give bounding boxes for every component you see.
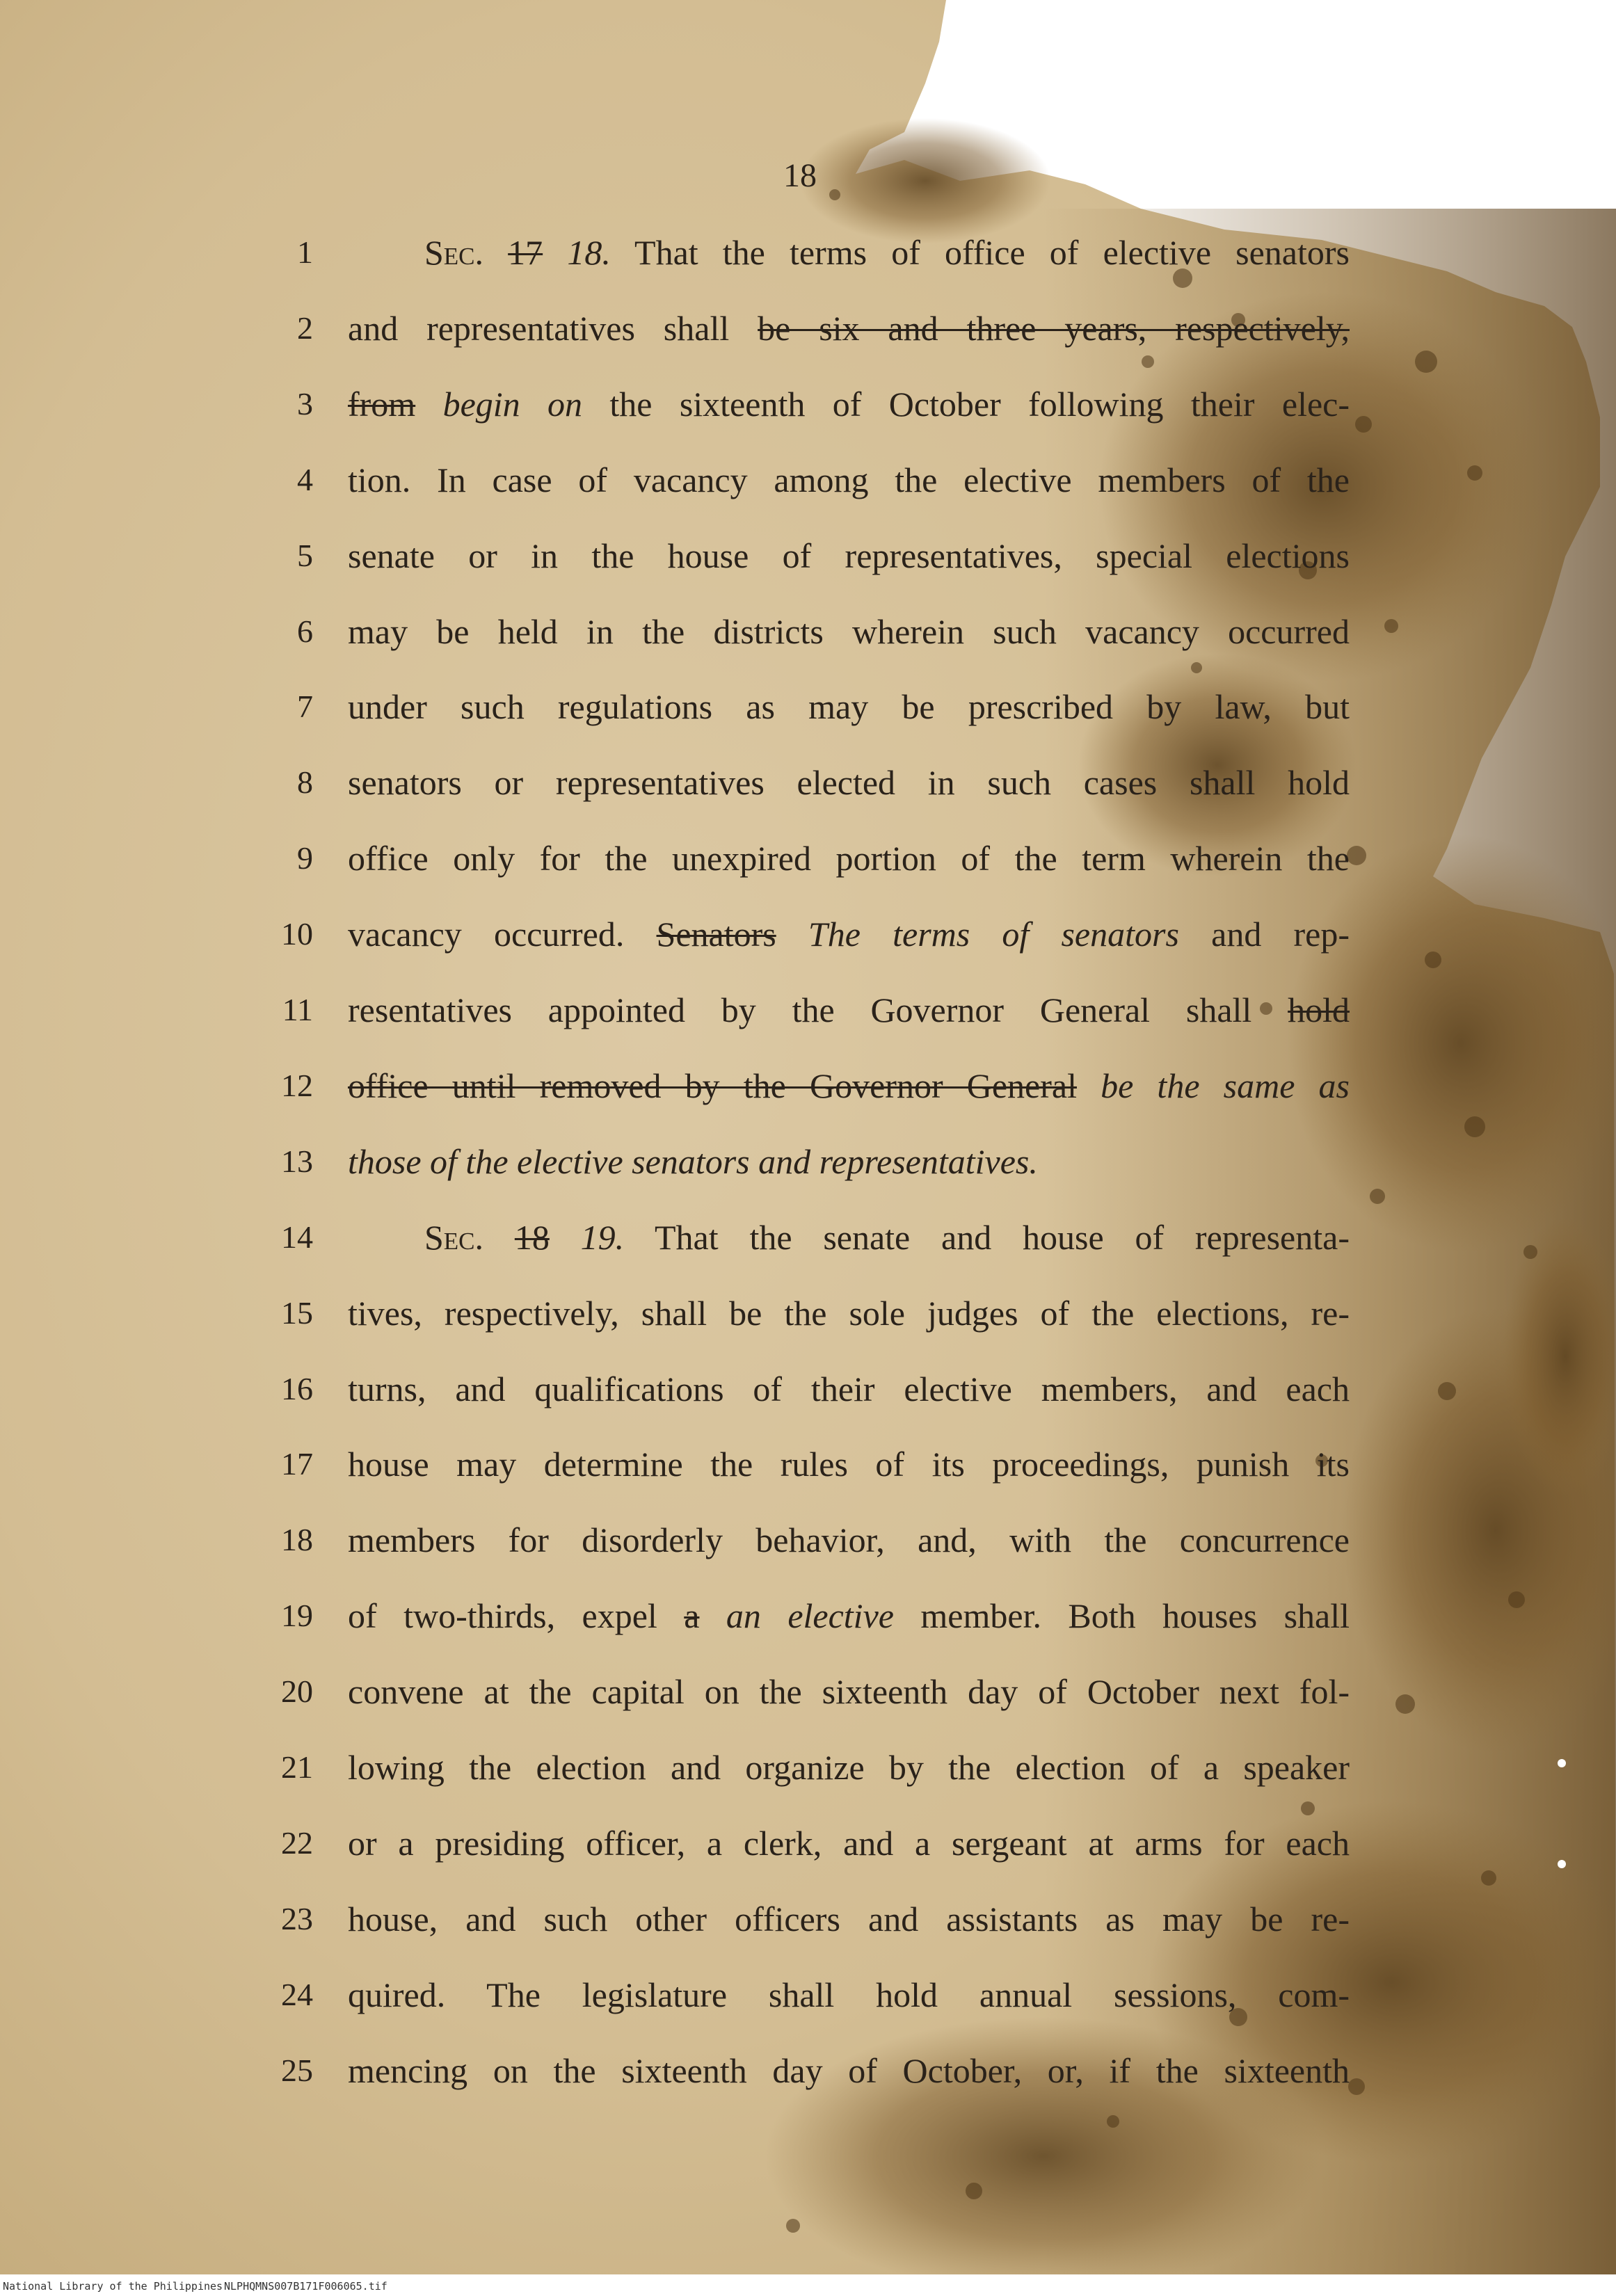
text-segment: Sec. xyxy=(424,1217,515,1257)
line-text xyxy=(348,675,1350,738)
line-text xyxy=(424,221,1350,284)
line-text xyxy=(348,1130,1350,1193)
line-number: 21 xyxy=(281,1749,313,1785)
line-text xyxy=(348,827,1350,890)
text-segment: house may determine the rules of its proceedings, punish its xyxy=(348,1445,1350,1484)
text-segment: and representatives shall xyxy=(348,308,758,348)
struck-text: from xyxy=(348,384,416,424)
document-line xyxy=(0,1584,1616,1647)
line-text xyxy=(348,2039,1350,2102)
text-segment: house, and such other officers and assistants as may be re- xyxy=(348,1899,1350,1938)
document-line xyxy=(0,979,1616,1041)
document-line xyxy=(0,2039,1616,2102)
line-number: 25 xyxy=(281,2052,313,2088)
text-segment: under such regulations as may be prescribed by law, but xyxy=(348,687,1350,727)
document-line xyxy=(0,1433,1616,1495)
text-segment: That the terms of office of elective senators xyxy=(610,233,1350,272)
text-segment: convene at the capital on the sixteenth day of October next fol- xyxy=(348,1672,1350,1712)
text-segment: tion. In case of vacancy among the elective members of the xyxy=(348,460,1350,499)
text-segment xyxy=(550,1218,581,1257)
document-line xyxy=(0,675,1616,738)
line-number: 14 xyxy=(281,1219,313,1255)
text-segment xyxy=(543,233,567,272)
line-number: 13 xyxy=(281,1143,313,1179)
text-segment: member. Both houses shall xyxy=(893,1596,1350,1636)
library-credit: National Library of the Philippines xyxy=(3,2280,223,2293)
struck-text: a xyxy=(684,1596,700,1636)
text-segment: Sec. xyxy=(424,233,509,272)
document-line xyxy=(0,1812,1616,1874)
text-segment xyxy=(415,385,442,424)
struck-text: be six and three years, respectively, xyxy=(758,308,1350,348)
line-number: 15 xyxy=(281,1294,313,1331)
struck-text: office until removed by the Governor General xyxy=(348,1066,1077,1105)
line-text xyxy=(348,524,1350,587)
line-text xyxy=(348,600,1350,663)
line-number: 16 xyxy=(281,1370,313,1406)
document-line xyxy=(0,1888,1616,1950)
line-text xyxy=(348,1812,1350,1874)
document-line xyxy=(0,1054,1616,1117)
document-line xyxy=(0,1206,1616,1269)
text-segment: tives, respectively, shall be the sole judges of the elections, re- xyxy=(348,1293,1350,1333)
line-number: 3 xyxy=(297,385,313,422)
line-text xyxy=(348,449,1350,511)
text-segment: senators or representatives elected in such cases shall hold xyxy=(348,763,1350,803)
line-text xyxy=(348,1509,1350,1571)
document-line xyxy=(0,524,1616,587)
page-number: 18 xyxy=(783,157,817,194)
text-segment: vacancy occurred. xyxy=(348,915,657,954)
line-text xyxy=(348,373,1350,435)
line-number: 12 xyxy=(281,1067,313,1103)
text-segment: and rep- xyxy=(1178,915,1350,954)
line-text xyxy=(348,1433,1350,1495)
line-number: 22 xyxy=(281,1824,313,1861)
line-text xyxy=(348,297,1350,360)
line-text xyxy=(348,1736,1350,1799)
line-number: 20 xyxy=(281,1673,313,1710)
document-line xyxy=(0,1736,1616,1799)
line-number: 7 xyxy=(297,689,313,725)
text-segment: may be held in the districts wherein such vacancy occurred xyxy=(348,611,1350,651)
line-text xyxy=(348,979,1350,1041)
text-segment: lowing the election and organize by the election of a speaker xyxy=(348,1748,1350,1787)
line-text xyxy=(348,1584,1350,1647)
inserted-text: 18. xyxy=(567,233,611,272)
document-line xyxy=(0,1509,1616,1571)
line-number: 8 xyxy=(297,764,313,801)
struck-text: 17 xyxy=(508,233,543,272)
text-segment: turns, and qualifications of their elective members, and each xyxy=(348,1369,1350,1408)
line-number: 17 xyxy=(281,1446,313,1482)
line-text xyxy=(348,1282,1350,1344)
line-text xyxy=(348,1054,1350,1117)
line-text xyxy=(348,751,1350,814)
document-line xyxy=(0,751,1616,814)
line-number: 4 xyxy=(297,461,313,497)
line-number: 23 xyxy=(281,1900,313,1936)
inserted-text: those of the elective senators and representatives. xyxy=(348,1141,1038,1181)
text-segment: senate or in the house of representatives, special elections xyxy=(348,536,1350,575)
text-segment xyxy=(699,1596,726,1635)
struck-text: 18 xyxy=(514,1217,550,1257)
text-segment: That the senate and house of representa- xyxy=(624,1217,1350,1257)
line-number: 24 xyxy=(281,1976,313,2012)
text-segment: the sixteenth of October following their elec- xyxy=(582,384,1350,424)
line-number: 18 xyxy=(281,1522,313,1558)
line-text xyxy=(424,1206,1350,1269)
line-number: 10 xyxy=(281,916,313,952)
inserted-text: The terms of senators xyxy=(808,915,1179,954)
text-segment xyxy=(776,915,808,954)
line-number: 9 xyxy=(297,840,313,876)
document-line xyxy=(0,1964,1616,2026)
line-number: 19 xyxy=(281,1598,313,1634)
line-number: 11 xyxy=(282,992,313,1027)
text-segment: mencing on the sixteenth day of October, or, if the sixteenth xyxy=(348,2050,1350,2090)
line-text xyxy=(348,1888,1350,1950)
document-line xyxy=(0,600,1616,663)
struck-text: hold xyxy=(1288,990,1350,1029)
line-number: 2 xyxy=(297,310,313,346)
inserted-text: 19. xyxy=(580,1217,625,1257)
line-number: 5 xyxy=(297,537,313,573)
document-line xyxy=(0,827,1616,890)
text-segment: of two-thirds, expel xyxy=(348,1596,685,1636)
scan-footer xyxy=(0,2279,1616,2296)
line-text xyxy=(348,1358,1350,1420)
text-segment: members for disorderly behavior, and, with the concurrence xyxy=(348,1520,1350,1560)
text-segment: resentatives appointed by the Governor General shall xyxy=(348,990,1288,1029)
document-line xyxy=(0,1130,1616,1193)
document-line xyxy=(0,373,1616,435)
document-line xyxy=(0,221,1616,284)
inserted-text: begin on xyxy=(442,384,583,424)
text-segment: quired. The legislature shall hold annual sessions, com- xyxy=(348,1975,1350,2014)
document-line xyxy=(0,297,1616,360)
text-segment: office only for the unexpired portion of the term wherein the xyxy=(348,839,1350,878)
text-segment xyxy=(1077,1066,1101,1105)
line-text xyxy=(348,903,1350,965)
line-text xyxy=(348,1660,1350,1723)
document-line xyxy=(0,1282,1616,1344)
struck-text: Senators xyxy=(656,915,776,954)
file-id: NLPHQMNS007B171F006065.tif xyxy=(224,2280,387,2293)
line-number: 1 xyxy=(297,234,313,270)
document-line xyxy=(0,1358,1616,1420)
line-text xyxy=(348,1964,1350,2026)
document-line xyxy=(0,449,1616,511)
inserted-text: an elective xyxy=(726,1596,894,1636)
inserted-text: be the same as xyxy=(1101,1066,1350,1105)
line-number: 6 xyxy=(297,613,313,649)
text-segment: or a presiding officer, a clerk, and a sergeant at arms for each xyxy=(348,1823,1350,1863)
document-line xyxy=(0,903,1616,965)
document-line xyxy=(0,1660,1616,1723)
